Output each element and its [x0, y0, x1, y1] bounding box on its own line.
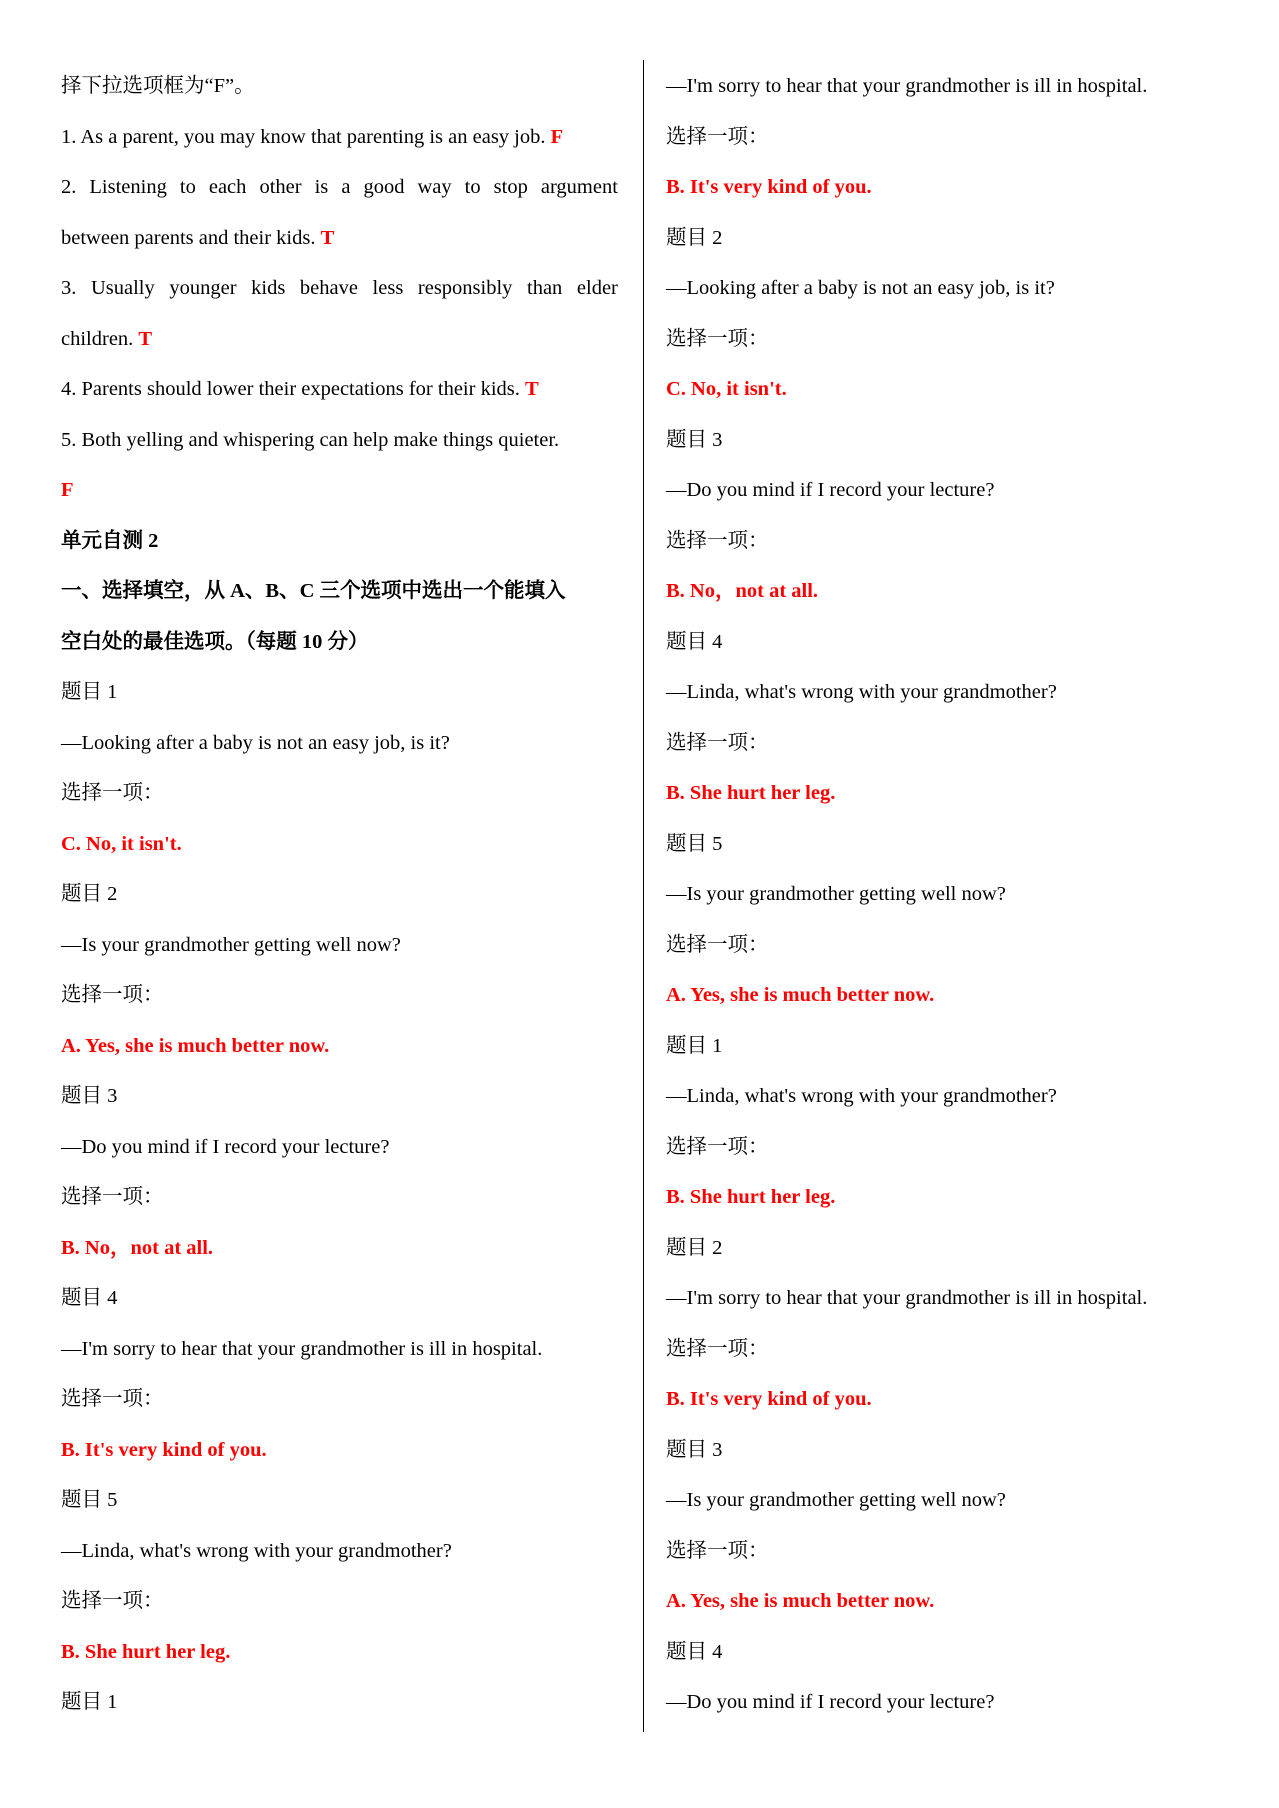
choose-label: 选择一项： [666, 1135, 769, 1158]
question-answer: A. Yes, she is much better now. [61, 1034, 330, 1057]
question-prompt: —Is your grandmother getting well now? [666, 883, 1006, 905]
choose-label: 选择一项： [61, 1590, 164, 1612]
word: 3. [61, 277, 77, 299]
word: than [527, 277, 563, 299]
word: responsibly [417, 277, 513, 299]
question-label: 题目 3 [666, 1438, 723, 1461]
choose-label: 选择一项： [666, 1337, 769, 1360]
word: other [259, 176, 302, 198]
question-answer: B. No，not at all. [61, 1236, 214, 1259]
word: Listening [89, 176, 167, 198]
question-answer: A. Yes, she is much better now. [666, 1590, 935, 1612]
tf-answer: T [138, 327, 153, 350]
tf-answer: F [550, 125, 564, 148]
tf-answer: T [525, 378, 539, 400]
question-prompt: —Looking after a baby is not an easy job, is it? [666, 277, 1055, 299]
question-prompt: —Is your grandmother getting well now? [61, 933, 401, 956]
tf-answer: F [61, 479, 74, 501]
column-divider [643, 60, 644, 1732]
question-label: 题目 3 [61, 1085, 118, 1107]
word: good [363, 176, 405, 198]
question-label: 题目 1 [666, 1034, 723, 1057]
choose-label: 选择一项： [61, 1388, 164, 1410]
question-prompt: —Linda, what's wrong with your grandmother? [61, 1539, 452, 1562]
tf-text: 4. Parents should lower their expectations for their kids. [61, 378, 520, 400]
word: kids [251, 277, 286, 299]
question-prompt: —I'm sorry to hear that your grandmother is ill in hospital. [666, 75, 1148, 97]
word: stop [493, 176, 528, 198]
intro-line: 择下拉选项框为“F”。 [61, 75, 255, 97]
tf-item-4 [61, 367, 618, 418]
question-prompt: —Looking after a baby is not an easy job, is it? [61, 731, 450, 754]
question-answer: C. No, it isn't. [666, 378, 787, 400]
tf-item-3-line-1 [61, 266, 618, 317]
tf-item-1 [61, 115, 618, 166]
section-heading-line-2: 空白处的最佳选项。（每题 10 分） [61, 630, 369, 653]
right-column [666, 64, 1223, 1731]
choose-label: 选择一项： [61, 1186, 164, 1208]
question-label: 题目 2 [666, 1236, 723, 1259]
question-answer: B. No，not at all. [666, 580, 819, 602]
question-label: 题目 4 [666, 1640, 723, 1663]
choose-label: 选择一项： [666, 327, 769, 350]
question-answer: B. It's very kind of you. [61, 1438, 267, 1461]
question-answer: C. No, it isn't. [61, 832, 182, 855]
question-label: 题目 1 [61, 1691, 118, 1713]
question-prompt: —Is your grandmother getting well now? [666, 1489, 1006, 1511]
word: Usually [90, 277, 155, 299]
choose-label: 选择一项： [666, 933, 769, 956]
word: behave [299, 277, 358, 299]
word: way [417, 176, 452, 198]
choose-label: 选择一项： [666, 731, 769, 754]
question-label: 题目 2 [666, 226, 723, 249]
word: argument [540, 176, 618, 198]
question-label: 题目 4 [61, 1287, 118, 1309]
word: each [208, 176, 247, 198]
question-answer: B. She hurt her leg. [666, 782, 836, 804]
question-label: 题目 2 [61, 883, 118, 905]
tf-item-2-line-1 [61, 165, 618, 216]
question-answer: A. Yes, she is much better now. [666, 984, 935, 1006]
word: younger [169, 277, 237, 299]
question-prompt: —Do you mind if I record your lecture? [666, 1691, 995, 1713]
unit-title: 单元自测 2 [61, 529, 159, 552]
question-prompt: —Do you mind if I record your lecture? [666, 479, 995, 501]
choose-label: 选择一项： [666, 1539, 769, 1562]
question-prompt: —I'm sorry to hear that your grandmother is ill in hospital. [666, 1287, 1148, 1309]
word: to [179, 176, 196, 198]
choose-label: 选择一项： [61, 782, 164, 804]
left-column [61, 64, 618, 1731]
question-label: 题目 1 [61, 681, 118, 703]
tf-text: 5. Both yelling and whispering can help make things quieter. [61, 428, 560, 451]
tf-text: 1. As a parent, you may know that parenting is an easy job. [61, 125, 546, 148]
tf-text: between parents and their kids. [61, 226, 316, 249]
tf-item-2-line-2 [61, 216, 618, 267]
word: to [464, 176, 481, 198]
question-label: 题目 5 [666, 832, 723, 855]
question-answer: B. It's very kind of you. [666, 1388, 872, 1410]
tf-item-5 [61, 418, 618, 469]
word: is [314, 176, 329, 198]
choose-label: 选择一项： [666, 125, 769, 148]
choose-label: 选择一项： [61, 984, 164, 1006]
word: elder [576, 277, 618, 299]
tf-answer: T [320, 226, 335, 249]
question-prompt: —Do you mind if I record your lecture? [61, 1135, 390, 1158]
word: 2. [61, 176, 77, 198]
question-answer: B. She hurt her leg. [61, 1640, 231, 1663]
section-heading-line-1: 一、选择填空，从 A、B、C 三个选项中选出一个能填入 [61, 580, 566, 602]
tf-text: children. [61, 327, 134, 350]
word: a [341, 176, 351, 198]
question-answer: B. She hurt her leg. [666, 1186, 836, 1208]
choose-label: 选择一项： [666, 529, 769, 552]
question-prompt: —I'm sorry to hear that your grandmother is ill in hospital. [61, 1337, 543, 1360]
question-answer: B. It's very kind of you. [666, 176, 872, 198]
word: less [372, 277, 404, 299]
tf-item-3-line-2 [61, 317, 618, 368]
question-label: 题目 4 [666, 630, 723, 653]
question-prompt: —Linda, what's wrong with your grandmother? [666, 1085, 1057, 1107]
question-prompt: —Linda, what's wrong with your grandmother? [666, 681, 1057, 703]
question-label: 题目 5 [61, 1489, 118, 1511]
question-label: 题目 3 [666, 428, 723, 451]
